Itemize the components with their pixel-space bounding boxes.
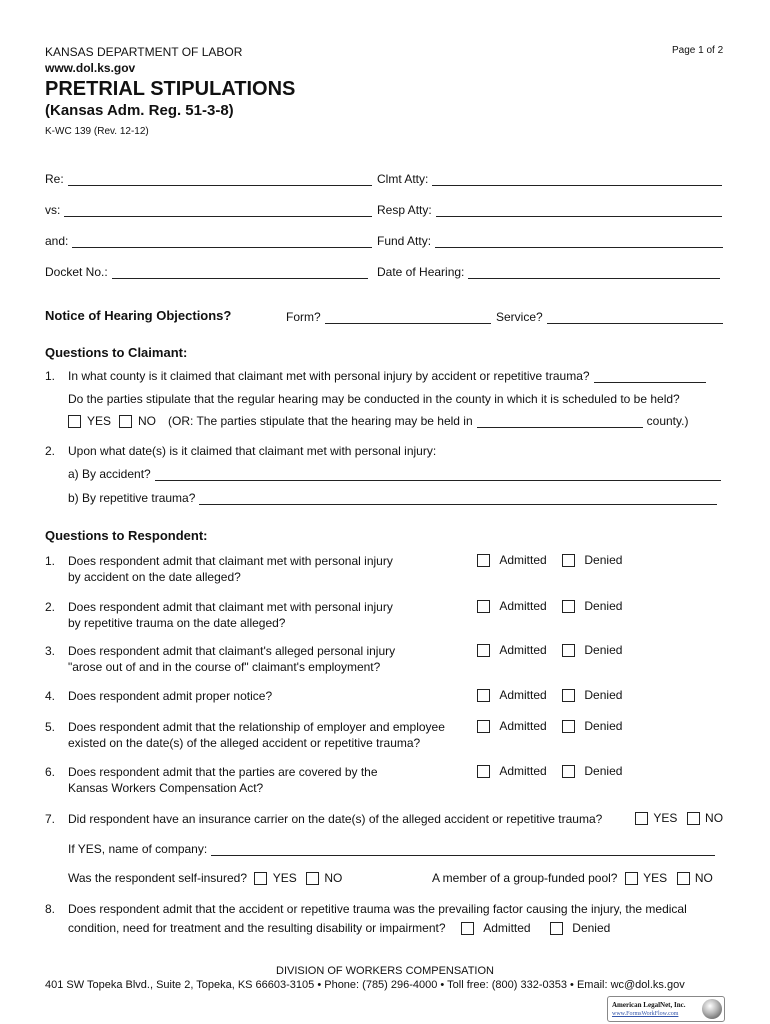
resp-q6-choices	[477, 764, 622, 778]
q7-yes-label: YES	[653, 811, 678, 825]
form-title: PRETRIAL STIPULATIONS	[45, 78, 296, 100]
resp-q2-choices	[477, 599, 622, 613]
resp-q3-choices	[477, 643, 622, 657]
pool-no-checkbox[interactable]	[677, 872, 690, 885]
q7-company-label: If YES, name of company:	[68, 842, 208, 856]
claimant-heading: Questions to Claimant:	[45, 345, 188, 360]
resp-atty-field[interactable]	[436, 204, 722, 217]
resp-q1-admitted-checkbox[interactable]	[477, 554, 490, 567]
re-field[interactable]	[68, 173, 372, 186]
resp-q6-denied-checkbox[interactable]	[562, 765, 575, 778]
q7-company-field[interactable]	[211, 843, 715, 856]
hearing-date-row	[377, 265, 720, 279]
claimant-q2-num: 2.	[45, 444, 56, 458]
clmt-atty-row	[377, 172, 722, 186]
vs-label: vs:	[45, 203, 61, 217]
resp-q2-admitted-label: Admitted	[499, 599, 547, 613]
claimant-q2-text: Upon what date(s) is it claimed that claimant met with personal injury:	[68, 444, 437, 458]
resp-q5-line1: Does respondent admit that the relationship of employer and employee	[68, 720, 445, 734]
resp-q5-line2: existed on the date(s) of the alleged accident or repetitive trauma?	[68, 736, 421, 750]
q2a-label: a) By accident?	[68, 467, 151, 481]
globe-icon	[702, 999, 722, 1019]
resp-q4-admitted-label: Admitted	[499, 688, 547, 702]
resp-q4-denied-checkbox[interactable]	[562, 689, 575, 702]
resp-q4-num: 4.	[45, 689, 56, 703]
notice-service-field[interactable]	[547, 311, 723, 324]
resp-q2-num: 2.	[45, 600, 56, 614]
notice-form-label: Form?	[286, 310, 321, 324]
resp-q5-denied-checkbox[interactable]	[562, 720, 575, 733]
footer-division: DIVISION OF WORKERS COMPENSATION	[276, 965, 494, 977]
docket-row	[45, 265, 368, 279]
resp-q8-line1: Does respondent admit that the accident or repetitive trauma was the prevailing factor causing the injury, the medical	[68, 902, 687, 916]
claimant-q1-options	[68, 414, 688, 428]
resp-q2-denied-checkbox[interactable]	[562, 600, 575, 613]
resp-q7-choices	[635, 811, 723, 825]
resp-q8-num: 8.	[45, 902, 56, 916]
resp-q8-admitted-checkbox[interactable]	[461, 922, 474, 935]
q1-county-suffix: county.)	[646, 414, 689, 428]
self-insured-yes-label: YES	[272, 871, 297, 885]
resp-q7-text: Did respondent have an insurance carrier on the date(s) of the alleged accident or repetitive trauma?	[68, 812, 603, 826]
resp-q1-denied-checkbox[interactable]	[562, 554, 575, 567]
q7-pool-label: A member of a group-funded pool?	[432, 871, 618, 885]
logo-company-name: American LegalNet, Inc.	[612, 1001, 686, 1009]
resp-q8-line2: condition, need for treatment and the resulting disability or impairment?	[68, 921, 446, 935]
claimant-q2a-row	[68, 467, 721, 481]
claimant-q2b-row	[68, 491, 717, 505]
resp-q1-denied-label: Denied	[584, 553, 623, 567]
resp-q8-denied-checkbox[interactable]	[550, 922, 563, 935]
resp-q8-admitted-label: Admitted	[483, 921, 531, 935]
resp-q1-line1: Does respondent admit that claimant met with personal injury	[68, 554, 393, 568]
and-field[interactable]	[72, 235, 372, 248]
and-row	[45, 234, 372, 248]
claimant-q1-row	[68, 369, 706, 383]
q7-no-checkbox[interactable]	[687, 812, 700, 825]
resp-q6-line1: Does respondent admit that the parties are covered by the	[68, 765, 378, 779]
pool-no-label: NO	[694, 871, 713, 885]
q7-company-row	[68, 842, 715, 856]
resp-q5-num: 5.	[45, 720, 56, 734]
notice-service-row	[496, 310, 723, 324]
resp-q4-admitted-checkbox[interactable]	[477, 689, 490, 702]
resp-q3-line2: "arose out of and in the course of" claimant's employment?	[68, 660, 381, 674]
resp-q5-denied-label: Denied	[584, 719, 623, 733]
resp-atty-label: Resp Atty:	[377, 203, 432, 217]
docket-field[interactable]	[112, 266, 368, 279]
notice-form-field[interactable]	[325, 311, 491, 324]
resp-q2-admitted-checkbox[interactable]	[477, 600, 490, 613]
self-insured-no-label: NO	[324, 871, 343, 885]
fund-atty-field[interactable]	[435, 235, 723, 248]
resp-q3-line1: Does respondent admit that claimant's alleged personal injury	[68, 644, 396, 658]
fund-atty-label: Fund Atty:	[377, 234, 432, 248]
resp-q8-line2-row	[68, 921, 610, 935]
q2b-label: b) By repetitive trauma?	[68, 491, 196, 505]
q7-no-label: NO	[705, 811, 724, 825]
claimant-q1-num: 1.	[45, 369, 56, 383]
footer-contact: 401 SW Topeka Blvd., Suite 2, Topeka, KS 66603-3105 • Phone: (785) 296-4000 • Toll free: (800) 332-0353 • Email: wc@dol.ks.gov	[45, 979, 685, 991]
notice-service-label: Service?	[496, 310, 543, 324]
q7-pool-row	[432, 871, 713, 885]
q2a-field[interactable]	[155, 468, 721, 481]
hearing-date-label: Date of Hearing:	[377, 265, 465, 279]
agency-name: KANSAS DEPARTMENT OF LABOR	[45, 45, 243, 59]
resp-q2-line1: Does respondent admit that claimant met with personal injury	[68, 600, 393, 614]
re-label: Re:	[45, 172, 64, 186]
resp-atty-row	[377, 203, 722, 217]
resp-q5-choices	[477, 719, 622, 733]
website-link[interactable]: www.dol.ks.gov	[45, 61, 136, 75]
notice-objections-label: Notice of Hearing Objections?	[45, 308, 232, 323]
resp-q1-line2: by accident on the date alleged?	[68, 570, 241, 584]
clmt-atty-label: Clmt Atty:	[377, 172, 429, 186]
page-indicator: Page 1 of 2	[672, 45, 724, 56]
resp-q7-num: 7.	[45, 812, 56, 826]
resp-q6-admitted-label: Admitted	[499, 764, 547, 778]
form-number: K-WC 139 (Rev. 12-12)	[45, 126, 149, 137]
respondent-heading: Questions to Respondent:	[45, 528, 208, 543]
re-row	[45, 172, 372, 186]
resp-q3-admitted-checkbox[interactable]	[477, 644, 490, 657]
resp-q2-line2: by repetitive trauma on the date alleged?	[68, 616, 286, 630]
q1-yes-checkbox[interactable]	[68, 415, 81, 428]
pool-yes-checkbox[interactable]	[625, 872, 638, 885]
resp-q4-line1: Does respondent admit proper notice?	[68, 689, 273, 703]
clmt-atty-field[interactable]	[432, 173, 722, 186]
hearing-date-field[interactable]	[468, 266, 720, 279]
resp-q6-denied-label: Denied	[584, 764, 623, 778]
self-insured-yes-checkbox[interactable]	[254, 872, 267, 885]
vs-field[interactable]	[64, 204, 372, 217]
q1-no-label: NO	[138, 414, 157, 428]
resp-q8-denied-label: Denied	[572, 921, 611, 935]
resp-q5-admitted-label: Admitted	[499, 719, 547, 733]
fund-atty-row	[377, 234, 723, 248]
resp-q4-choices	[477, 688, 622, 702]
vs-row	[45, 203, 372, 217]
q7-self-insured-label: Was the respondent self-insured?	[68, 871, 247, 885]
q7-yes-checkbox[interactable]	[635, 812, 648, 825]
and-label: and:	[45, 234, 69, 248]
q2b-field[interactable]	[199, 492, 717, 505]
resp-q3-num: 3.	[45, 644, 56, 658]
regulation-citation: (Kansas Adm. Reg. 51-3-8)	[45, 102, 234, 119]
q1-yes-label: YES	[87, 414, 112, 428]
pool-yes-label: YES	[643, 871, 668, 885]
q7-self-insured-row	[68, 871, 342, 885]
resp-q3-denied-label: Denied	[584, 643, 623, 657]
logo-website-link[interactable]: www.FormsWorkFlow.com	[612, 1011, 679, 1017]
claimant-q1-text: In what county is it claimed that claimant met with personal injury by accident or repetitive trauma?	[68, 369, 590, 383]
claimant-q1-sub: Do the parties stipulate that the regular hearing may be conducted in the county in which it is scheduled to be held?	[68, 392, 680, 406]
q1-alt-county-field[interactable]	[477, 415, 643, 428]
q1-no-checkbox[interactable]	[119, 415, 132, 428]
self-insured-no-checkbox[interactable]	[306, 872, 319, 885]
resp-q6-num: 6.	[45, 765, 56, 779]
resp-q3-denied-checkbox[interactable]	[562, 644, 575, 657]
notice-form-row	[286, 310, 491, 324]
claimant-q1-county-field[interactable]	[594, 370, 706, 383]
docket-label: Docket No.:	[45, 265, 108, 279]
resp-q1-num: 1.	[45, 554, 56, 568]
resp-q6-line2: Kansas Workers Compensation Act?	[68, 781, 264, 795]
q1-or-text: (OR: The parties stipulate that the hearing may be held in	[168, 414, 473, 428]
resp-q1-admitted-label: Admitted	[499, 553, 547, 567]
resp-q3-admitted-label: Admitted	[499, 643, 547, 657]
resp-q6-admitted-checkbox[interactable]	[477, 765, 490, 778]
resp-q4-denied-label: Denied	[584, 688, 623, 702]
resp-q1-choices	[477, 553, 622, 567]
resp-q5-admitted-checkbox[interactable]	[477, 720, 490, 733]
resp-q2-denied-label: Denied	[584, 599, 623, 613]
publisher-logo	[607, 996, 725, 1022]
